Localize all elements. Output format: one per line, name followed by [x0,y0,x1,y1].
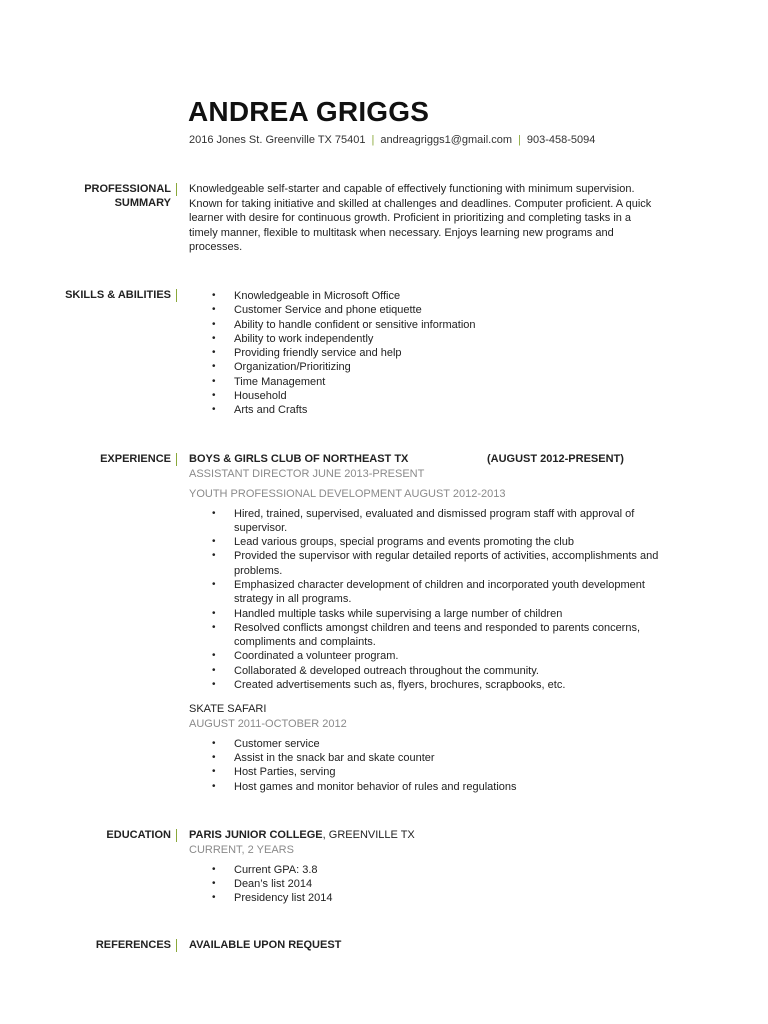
address: 2016 Jones St. Greenville TX 75401 [189,134,366,146]
accent-bar [176,289,177,302]
education-block [189,828,659,905]
duty-item: • Lead various groups, special programs and events promoting the club [189,535,659,549]
skill-item: • Organization/Prioritizing [189,360,659,374]
education-label: EDUCATION [106,829,171,841]
skills-label: SKILLS & ABILITIES [65,289,171,301]
summary-text-block [189,182,659,255]
references-label: REFERENCES [95,939,171,951]
skill-item: • Knowledgeable in Microsoft Office [189,289,659,303]
skill-item: • Customer Service and phone etiquette [189,303,659,317]
company-name: SKATE SAFARI [189,703,267,716]
duty-item: • Coordinated a volunteer program. [189,649,659,663]
duty-item: • Collaborated & developed outreach throughout the community. [189,664,659,678]
role-title: YOUTH PROFESSIONAL DEVELOPMENT AUGUST 2012-2013 [189,487,506,500]
accent-bar [176,939,177,952]
role-title: ASSISTANT DIRECTOR JUNE 2013-PRESENT [189,467,425,480]
school-name: PARIS JUNIOR COLLEGE [189,829,323,841]
experience-label: EXPERIENCE [100,453,171,465]
skills-list-block [189,289,659,418]
skill-item: • Ability to work independently [189,332,659,346]
job-dates: (AUGUST 2012-PRESENT) [487,453,624,465]
separator: | [518,134,521,146]
job-period: AUGUST 2011-OCTOBER 2012 [189,717,347,730]
duty-item: • Resolved conflicts amongst children and teens and responded to parents concerns, compliments and complaints. [189,621,659,650]
summary-label [31,182,171,210]
duty-item: • Hired, trained, supervised, evaluated and dismissed program staff with approval of supervisor. [189,507,659,536]
references-text: AVAILABLE UPON REQUEST [189,939,342,951]
summary-text: Knowledgeable self-starter and capable of effectively functioning with minimum supervision. Known for taking initiative and skilled at challenges and deadlines. Computer proficient. A quick learner with desire for continuous growth. Proficient in prioritizing and completing tasks in a timely manner, flexible to multitask when necessary. Enjoys learning new programs and processes. [189,183,652,253]
duty-item: • Handled multiple tasks while supervising a large number of children [189,607,659,621]
company-name: BOYS & GIRLS CLUB OF NORTHEAST TX [189,453,409,465]
job-header [189,452,659,467]
job-boys-girls-club [189,452,659,794]
education-item: • Presidency list 2014 [189,891,659,905]
summary-label-line1: PROFESSIONAL [84,183,171,195]
skill-item: • Ability to handle confident or sensitive information [189,318,659,332]
candidate-name: ANDREA GRIGGS [188,96,430,127]
skills-list [189,289,659,418]
phone: 903-458-5094 [526,134,596,146]
duty-item: • Customer service [189,737,659,751]
duty-item: • Emphasized character development of children and incorporated youth development strategy in all programs. [189,578,659,607]
duty-item: • Host Parties, serving [189,765,659,779]
education-item: • Current GPA: 3.8 [189,863,659,877]
education-item: • Dean’s list 2014 [189,877,659,891]
duty-item: • Assist in the snack bar and skate counter [189,751,659,765]
skill-item: • Household [189,389,659,403]
school-line [189,828,659,843]
separator: | [371,134,375,146]
email: andreagriggs1@gmail.com [380,134,513,146]
duty-item: • Created advertisements such as, flyers, brochures, scrapbooks, etc. [189,678,659,692]
accent-bar [176,829,177,842]
duty-item: • Provided the supervisor with regular detailed reports of activities, accomplishments and problems. [189,549,659,578]
education-list [189,863,659,906]
skill-item: • Providing friendly service and help [189,346,659,360]
accent-bar [176,183,177,196]
job-duties-list [189,507,659,693]
contact-line [189,134,595,146]
job-duties-list [189,737,659,794]
skill-item: • Arts and Crafts [189,403,659,417]
accent-bar [176,453,177,466]
duty-item: • Host games and monitor behavior of rules and regulations [189,780,659,794]
school-location: , GREENVILLE TX [322,829,415,841]
summary-label-line2: SUMMARY [114,197,171,209]
education-status: CURRENT, 2 YEARS [189,843,294,856]
skill-item: • Time Management [189,375,659,389]
